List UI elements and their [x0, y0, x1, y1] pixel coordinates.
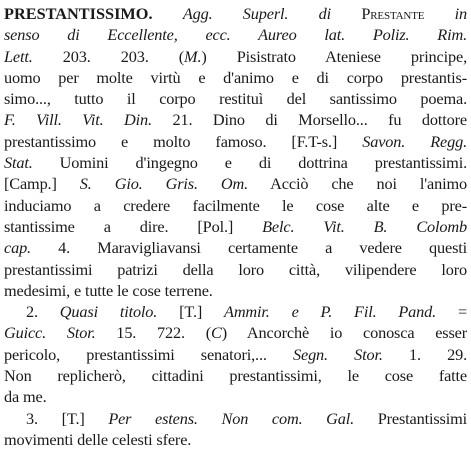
text-run: = — [436, 302, 467, 322]
text-run: Uomini d'ingegno e di dottrina prestantissimi. — [32, 153, 467, 173]
text-run: da me. — [4, 387, 47, 407]
entry-line — [4, 429, 467, 450]
italic-run: Per estens. Non com. Gal. — [108, 408, 355, 428]
entry-line — [4, 152, 467, 173]
italic-run: di — [318, 4, 332, 23]
italic-run: Guicc. Stor. — [4, 323, 96, 343]
text-run: prestantissimi patrizi della loro città, vilipendere loro — [4, 259, 467, 279]
text-run: 203. 203. ( — [32, 46, 185, 66]
text-run: Acciò che noi l'animo — [248, 174, 467, 194]
italic-run: M. — [184, 46, 202, 66]
entry-line — [4, 131, 467, 152]
italic-run: S. Gio. Gris. Om. — [79, 174, 249, 194]
entry-line — [4, 322, 467, 343]
text-run — [331, 4, 361, 23]
italic-run: Lett. — [4, 46, 33, 66]
text-run: uomo per molte virtù e d'animo e di corpo prestantis- — [4, 67, 467, 87]
entry-line — [4, 195, 467, 216]
entry-line — [4, 109, 467, 130]
text-run — [288, 4, 318, 23]
italic-run: Ammir. e P. Fil. Pand. — [224, 302, 437, 322]
text-run: movimenti delle celesti sfere. — [4, 429, 192, 449]
italic-run: C — [211, 323, 222, 343]
entry-line — [4, 386, 467, 407]
entry-line — [4, 344, 467, 365]
entry-line — [4, 67, 467, 88]
italic-run: Quasi titolo. — [59, 302, 158, 322]
text-run: Prestantissimi — [354, 408, 467, 428]
italic-run: cap. — [4, 238, 31, 258]
text-run: 15. 722. ( — [95, 323, 212, 343]
italic-run: Savon. Regg. — [362, 131, 467, 151]
sense-2-line — [4, 301, 467, 322]
entry-line — [4, 88, 467, 109]
italic-run: senso di Eccellente, ecc. Aureo lat. Poliz. Rim. — [4, 25, 467, 45]
text-run: medesimi, e tutte le cose terrene. — [4, 280, 213, 300]
entry-line — [4, 24, 467, 45]
text-run: pericolo, prestantissimi senatori,... — [4, 344, 293, 364]
italic-run: Belc. Vit. B. Colomb — [262, 216, 467, 236]
text-run: 21. Dino di Morsello... fu dottore — [151, 110, 467, 130]
text-run: ) Pisistrato Ateniese principe, — [201, 46, 467, 66]
entry-line — [4, 46, 467, 67]
entry-line — [4, 237, 467, 258]
headword: PRESTANTISSIMO. — [4, 4, 153, 23]
entry-line — [4, 216, 467, 237]
entry-line — [4, 365, 467, 386]
text-run: 4. Maravigliavansi certamente a vedere questi — [30, 238, 467, 258]
text-run: ) Ancorchè io conosca esser — [221, 323, 467, 343]
text-run — [153, 4, 183, 23]
text-run: simo..., tutto il corpo restituì del santissimo poema. — [4, 89, 467, 109]
entry-line — [4, 259, 467, 280]
entry-line — [4, 280, 467, 301]
text-run: 3. [T.] — [26, 408, 109, 428]
italic-run: F. Vill. Vit. Din. — [4, 110, 152, 130]
sense-3-line — [4, 408, 467, 429]
text-run: induciamo a credere facilmente le cose alte e pre- — [4, 195, 467, 215]
text-run: 2. — [26, 302, 60, 322]
text-run: [T.] — [157, 302, 225, 322]
text-run: [Camp.] — [4, 174, 80, 194]
entry-line — [4, 173, 467, 194]
text-run: stantissime a dire. [Pol.] — [4, 216, 263, 236]
text-run: prestantissimo e molto famoso. [F.T-s.] — [4, 131, 363, 151]
italic-run: Stat. — [4, 153, 33, 173]
italic-run: Segn. Stor. — [293, 344, 383, 364]
dictionary-entry — [4, 3, 467, 450]
text-run: Non replicherò, cittadini prestantissimi, le cose fatte — [4, 366, 467, 386]
text-run: 1. 29. — [382, 344, 467, 364]
entry-line — [4, 3, 467, 24]
italic-run: Agg. Superl. — [182, 4, 289, 23]
text-run — [424, 4, 454, 23]
italic-run: in — [454, 4, 467, 23]
small-caps-run: Prestante — [361, 4, 425, 23]
